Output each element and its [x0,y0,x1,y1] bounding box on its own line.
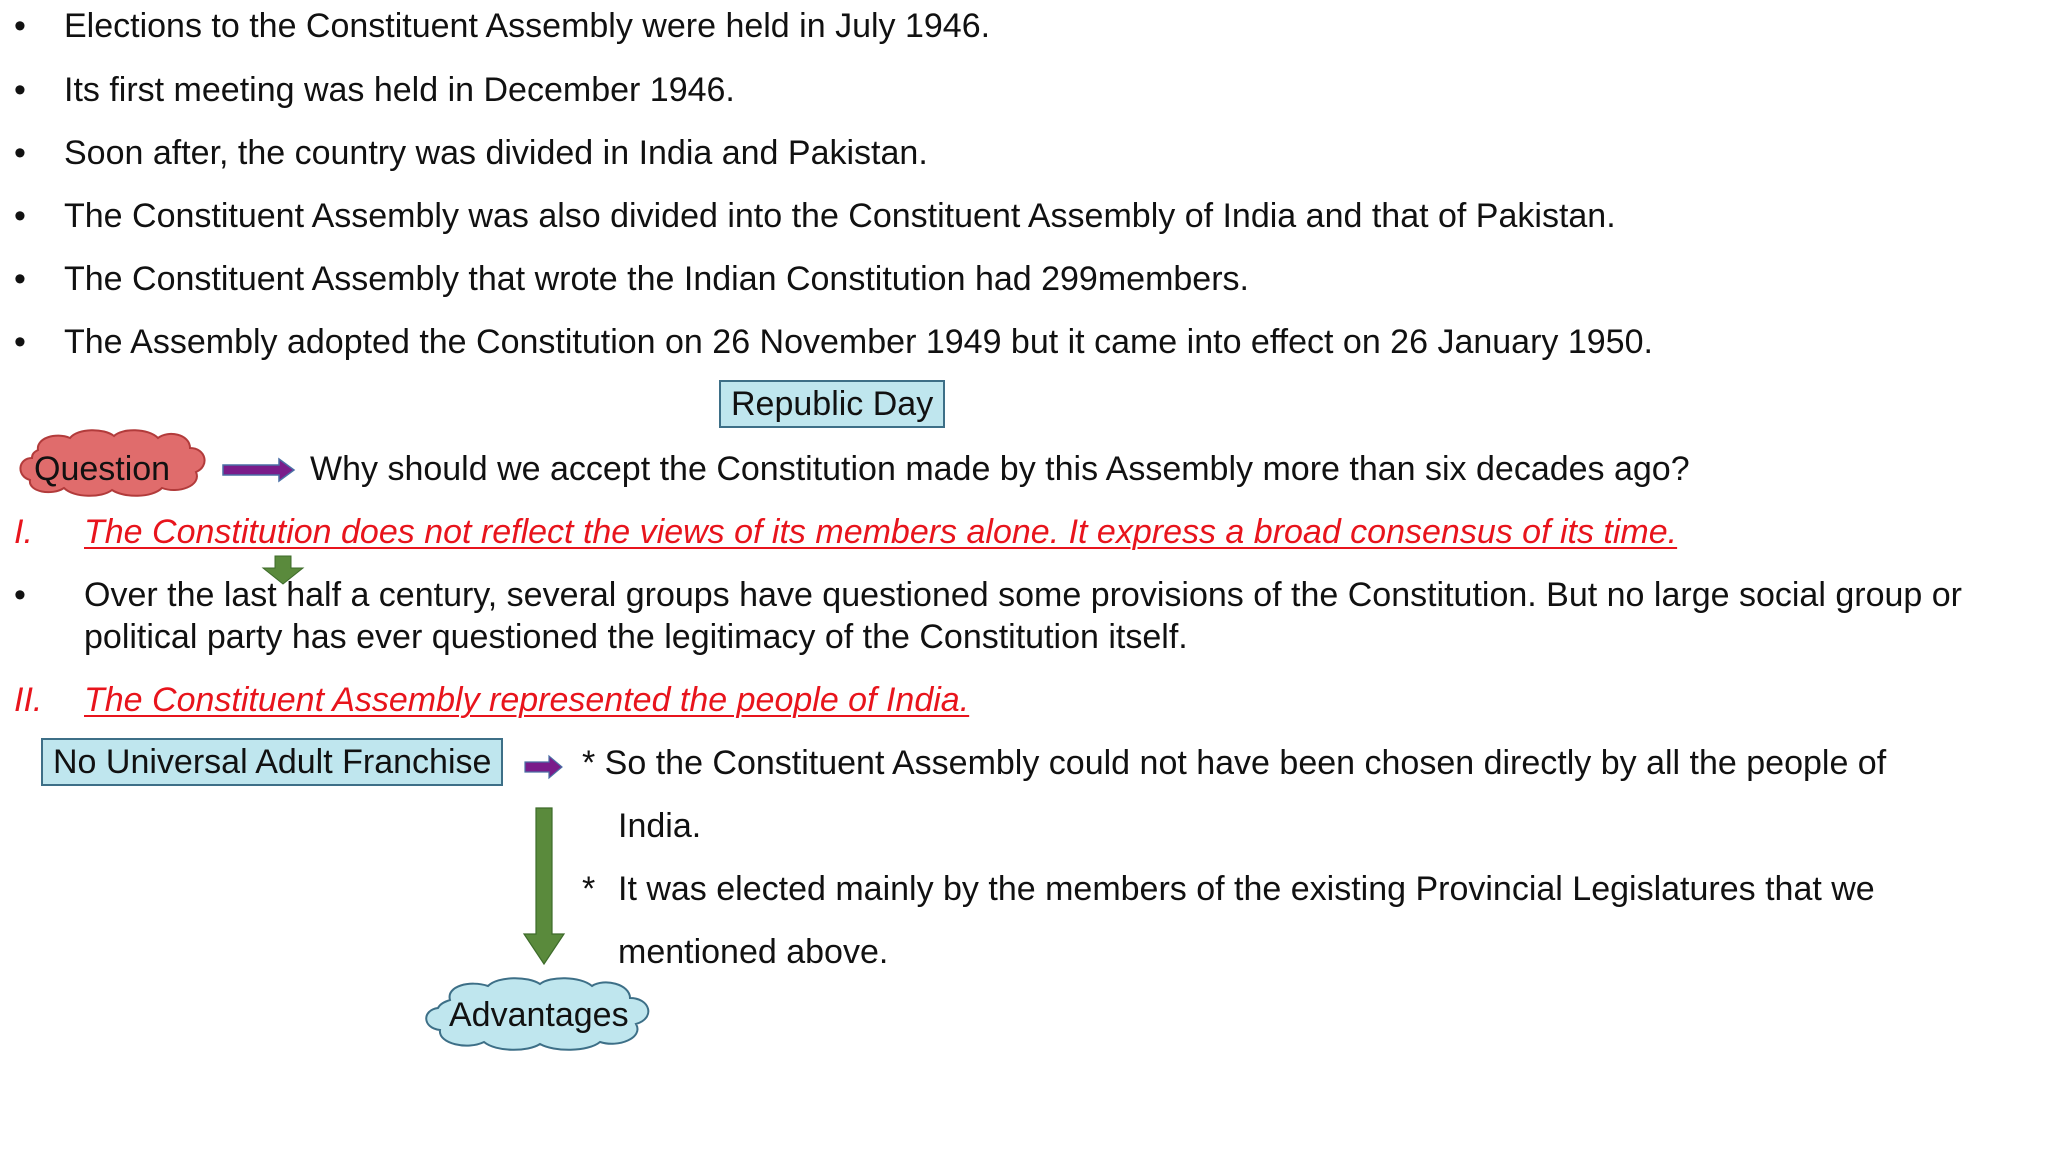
question-label: Question [34,450,171,488]
bullet-item: Soon after, the country was divided in India and Pakistan. [64,134,928,172]
bullet-item: Its first meeting was held in December 1946. [64,71,735,109]
explanation-line: Over the last half a century, several groups have questioned some provisions of the Constitution. But no large social group or [84,576,1962,614]
point-statement: The Constituent Assembly represented the people of India. [84,681,970,719]
franchise-note: mentioned above. [618,933,889,971]
bullet-marker: • [14,576,26,614]
note-star: * [582,870,596,908]
bullet-marker: • [14,71,26,109]
arrow-right-icon [525,756,563,778]
bullet-marker: • [14,7,26,45]
bullet-item: Elections to the Constituent Assembly were held in July 1946. [64,7,991,45]
bullet-marker: • [14,134,26,172]
franchise-note: * So the Constituent Assembly could not have been chosen directly by all the people of [582,744,1887,782]
franchise-note: It was elected mainly by the members of the existing Provincial Legislatures that we [618,870,1875,908]
bullet-marker: • [14,260,26,298]
arrow-right-icon [223,458,295,482]
point-numeral: I. [14,513,33,551]
franchise-note: India. [618,807,702,845]
bullet-item: The Constituent Assembly was also divided into the Constituent Assembly of India and that of Pakistan. [64,197,1616,235]
arrow-down-icon [524,808,564,964]
point-numeral: II. [14,681,43,719]
advantages-label: Advantages [449,996,629,1034]
explanation-line: political party has ever questioned the legitimacy of the Constitution itself. [84,618,1188,656]
point-statement: The Constitution does not reflect the views of its members alone. It express a broad consensus of its time. [84,513,1678,551]
bullet-item: The Assembly adopted the Constitution on 26 November 1949 but it came into effect on 26 January 1950. [64,323,1653,361]
bullet-item: The Constituent Assembly that wrote the Indian Constitution had 299members. [64,260,1249,298]
question-text: Why should we accept the Constitution made by this Assembly more than six decades ago? [310,450,1690,488]
bullet-marker: • [14,197,26,235]
bullet-marker: • [14,323,26,361]
franchise-box: No Universal Adult Franchise [41,738,503,786]
republic-day-box: Republic Day [719,380,945,428]
